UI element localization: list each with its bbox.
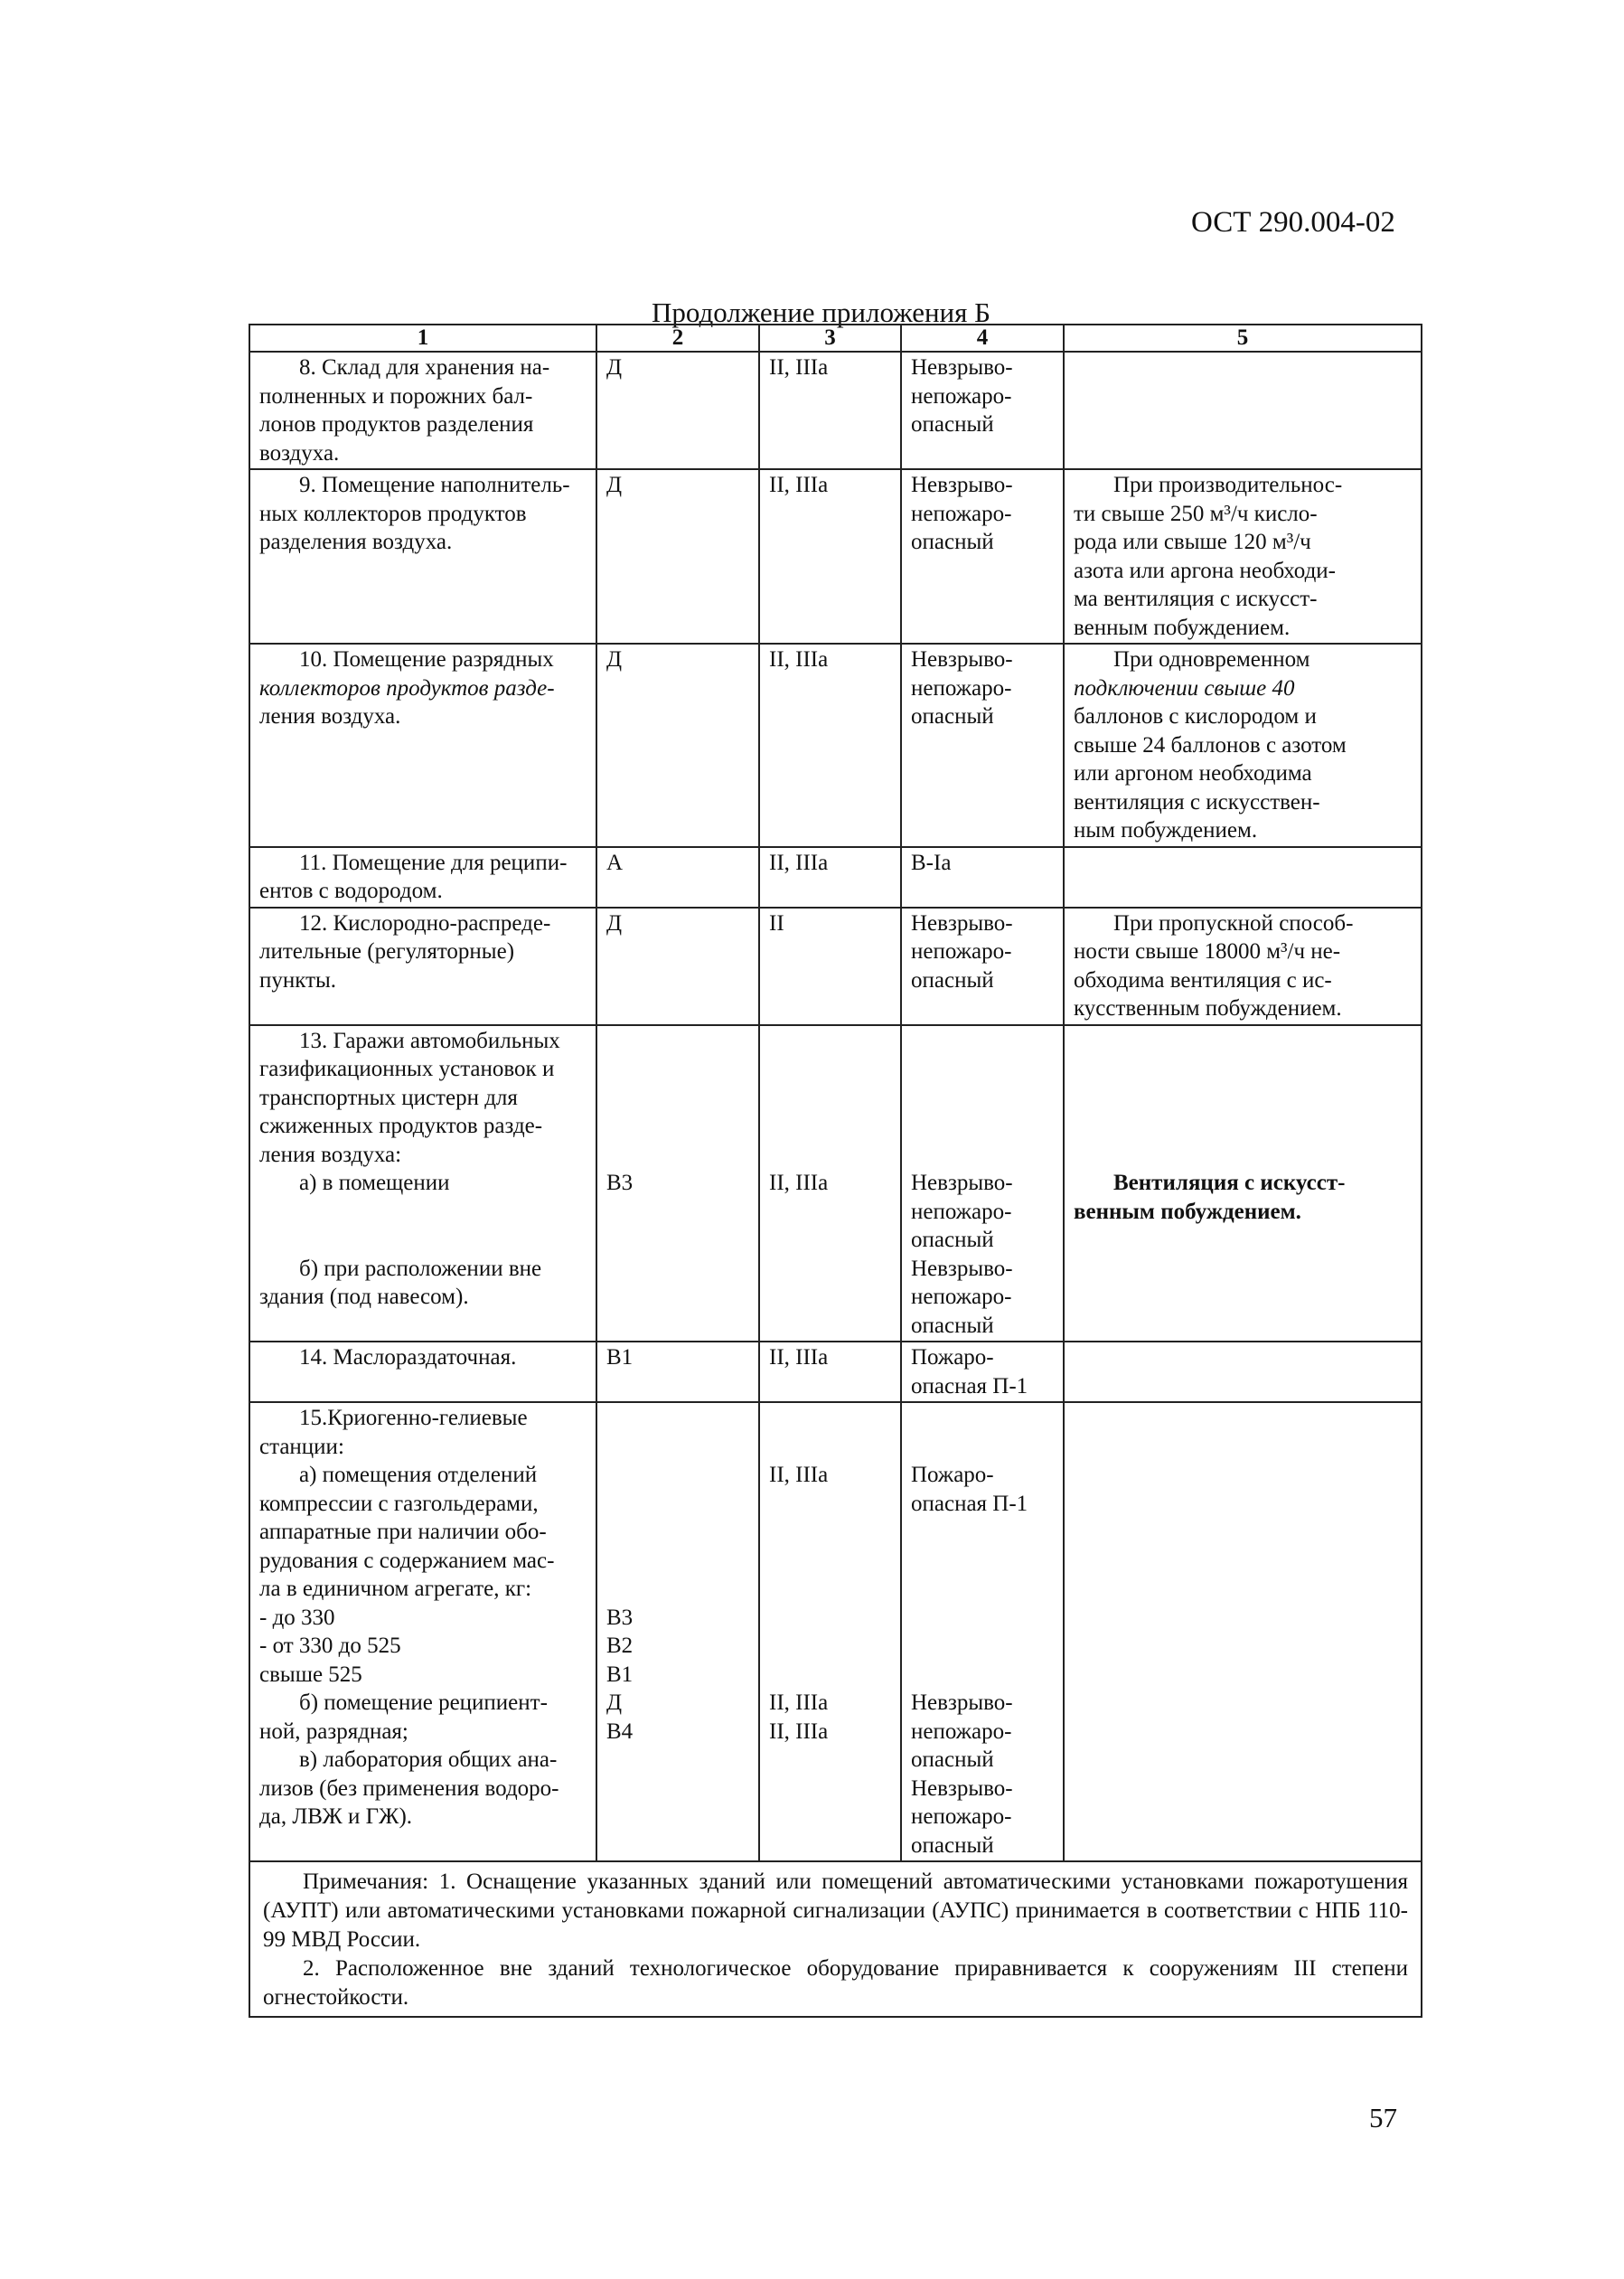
cell-line: непожаро-	[911, 1199, 1012, 1224]
cell-line: Пожаро-	[911, 1345, 994, 1370]
cell-line	[606, 1084, 747, 1113]
table-cell-col3	[759, 644, 901, 847]
cell-line: обходима вентиляция с ис-	[1074, 967, 1332, 993]
cell-line: баллонов с кислородом и	[1074, 704, 1317, 729]
cell-line	[606, 1433, 747, 1462]
cell-line	[606, 1027, 747, 1056]
column-header: 5	[1064, 325, 1422, 352]
table-cell-col2	[596, 352, 759, 469]
cell-line	[606, 1461, 747, 1490]
cell-line: Д	[606, 1690, 623, 1715]
table-cell-col5	[1064, 847, 1422, 908]
cell-line: В4	[606, 1719, 634, 1744]
cell-line: Невзрыво-	[911, 910, 1013, 936]
table-cell-col5	[1064, 1342, 1422, 1402]
table-cell-col5	[1064, 644, 1422, 847]
table-row	[249, 1402, 1422, 1861]
cell-line: В3	[606, 1605, 634, 1630]
cell-line: непожаро-	[911, 383, 1012, 409]
cell-line	[1074, 1055, 1410, 1084]
cell-line: или аргоном необходима	[1074, 761, 1312, 786]
table-cell-col1	[249, 352, 596, 469]
table-cell-col4	[901, 469, 1064, 644]
cell-line	[259, 1198, 585, 1227]
table-cell-col2	[596, 644, 759, 847]
document-code: ОСТ 290.004-02	[1191, 206, 1395, 239]
cell-line: 12. Кислородно-распреде-	[299, 910, 551, 936]
cell-line: газификационных установок и	[259, 1057, 555, 1081]
cell-line	[769, 1661, 889, 1690]
cell-line: здания (под навесом).	[259, 1285, 469, 1309]
table-cell-col4	[901, 1342, 1064, 1402]
cell-line: вентиляция с искусствен-	[1074, 789, 1320, 815]
cell-line: венным побуждением.	[1074, 1199, 1301, 1224]
cell-line: станции:	[259, 1434, 344, 1459]
cell-line	[911, 1084, 1052, 1113]
cell-line	[769, 1547, 889, 1576]
cell-line: непожаро-	[911, 501, 1012, 526]
cell-line: Невзрыво-	[911, 355, 1013, 380]
cell-line: - от 330 до 525	[259, 1634, 401, 1658]
cell-line	[911, 1404, 1052, 1433]
cell-line: аппаратные при наличии обо-	[259, 1520, 547, 1544]
cell-line: непожаро-	[911, 939, 1012, 964]
cell-line: ности свыше 18000 м³/ч не-	[1074, 939, 1341, 964]
table-cell-col3	[759, 469, 901, 644]
cell-line: II, IIIa	[769, 850, 829, 875]
cell-line: ным побуждением.	[1074, 818, 1258, 843]
cell-line: Невзрыво-	[911, 1690, 1013, 1715]
cell-line: Д	[606, 647, 623, 672]
cell-line: Д	[606, 910, 623, 936]
table-cell-col1	[249, 847, 596, 908]
cell-line: II, IIIa	[769, 1719, 829, 1744]
cell-line: б) помещение реципиент-	[299, 1690, 548, 1715]
cell-line: II, IIIa	[769, 473, 829, 497]
table-cell-col4	[901, 1025, 1064, 1342]
cell-line	[606, 1518, 747, 1547]
cell-line: опасный	[911, 1228, 994, 1252]
cell-line	[1074, 1084, 1410, 1113]
table-cell-col4	[901, 847, 1064, 908]
cell-line: ления воздуха.	[259, 704, 401, 729]
cell-line	[1074, 1027, 1410, 1056]
cell-line	[606, 1547, 747, 1576]
cell-line: лительные (регуляторные)	[259, 939, 515, 964]
table-cell-col5	[1064, 1025, 1422, 1342]
cell-line	[911, 1518, 1052, 1547]
cell-line	[606, 1055, 747, 1084]
cell-line: подключении свыше 40	[1074, 675, 1295, 701]
cell-line	[259, 1226, 585, 1255]
cell-line: При пропускной способ-	[1113, 910, 1354, 936]
cell-line: компрессии с газгольдерами,	[259, 1491, 539, 1516]
cell-line	[911, 1433, 1052, 1462]
cell-line: опасный	[911, 704, 994, 729]
cell-line: B-Ia	[911, 850, 952, 875]
table-cell-col1	[249, 1342, 596, 1402]
cell-line: опасный	[911, 967, 994, 993]
cell-line: ти свыше 250 м³/ч кисло-	[1074, 501, 1318, 526]
column-header: 1	[249, 325, 596, 352]
table-row	[249, 644, 1422, 847]
cell-line: Вентиляция с искусст-	[1113, 1171, 1346, 1195]
cell-line	[769, 1575, 889, 1604]
table-row	[249, 908, 1422, 1025]
cell-line: а) помещения отделений	[299, 1463, 538, 1487]
cell-line: II	[769, 910, 784, 936]
cell-line	[769, 1490, 889, 1519]
cell-line	[769, 1027, 889, 1056]
cell-line	[769, 1604, 889, 1633]
cell-line: ления воздуха:	[259, 1142, 402, 1167]
cell-line: Невзрыво-	[911, 1256, 1013, 1281]
cell-line	[911, 1027, 1052, 1056]
cell-line	[911, 1604, 1052, 1633]
cell-line: II, IIIa	[769, 647, 829, 672]
appendix-table	[249, 324, 1422, 2018]
cell-line: непожаро-	[911, 1719, 1012, 1744]
cell-line: коллекторов продуктов разде-	[259, 675, 555, 701]
table-cell-col2	[596, 1402, 759, 1861]
cell-line	[769, 1632, 889, 1661]
cell-line: II, IIIa	[769, 1690, 829, 1715]
cell-line: II, IIIa	[769, 355, 829, 380]
cell-line: свыше 24 баллонов с азотом	[1074, 732, 1347, 758]
column-header: 2	[596, 325, 759, 352]
cell-line: Д	[606, 473, 623, 497]
table-cell-col5	[1064, 1402, 1422, 1861]
cell-line: лонов продуктов разделения	[259, 412, 534, 437]
cell-line	[606, 1490, 747, 1519]
cell-line	[606, 1404, 747, 1433]
cell-line: пункты.	[259, 967, 337, 993]
table-row	[249, 469, 1422, 644]
cell-line: В1	[606, 1345, 634, 1370]
table-cell-col1	[249, 644, 596, 847]
cell-line	[606, 1141, 747, 1170]
table-cell-col3	[759, 908, 901, 1025]
note-1: Примечания: 1. Оснащение указанных зданий или помещений автоматическими установками пожаротушения (АУПТ) или автоматическими установками пожарной сигнализации (АУПС) принимается в соответствии с НПБ 110-99 МВД России.	[263, 1869, 1408, 1952]
table-cell-col3	[759, 1402, 901, 1861]
table-cell-col4	[901, 1402, 1064, 1861]
cell-line: лизов (без применения водоро-	[259, 1775, 559, 1801]
table-cell-col3	[759, 352, 901, 469]
table-cell-col1	[249, 469, 596, 644]
cell-line: II, IIIa	[769, 1171, 829, 1195]
cell-line: Пожаро-	[911, 1463, 994, 1487]
cell-line: транспортных цистерн для	[259, 1085, 518, 1110]
cell-line: опасный	[911, 530, 994, 554]
cell-line: А	[606, 850, 624, 875]
cell-line: 14. Маслораздаточная.	[299, 1345, 517, 1370]
cell-line: опасный	[911, 412, 994, 437]
cell-line	[911, 1632, 1052, 1661]
table-cell-col2	[596, 1342, 759, 1402]
cell-line: В1	[606, 1662, 634, 1687]
table-row	[249, 1025, 1422, 1342]
cell-line	[911, 1661, 1052, 1690]
page-number: 57	[1369, 2102, 1397, 2133]
table-cell-col1	[249, 1402, 596, 1861]
cell-line: разделения воздуха.	[259, 530, 453, 554]
cell-line: свыше 525	[259, 1662, 362, 1687]
cell-line: Невзрыво-	[911, 1775, 1013, 1801]
cell-line: опасная П-1	[911, 1373, 1028, 1398]
table-cell-col4	[901, 644, 1064, 847]
cell-line	[1074, 1141, 1410, 1170]
cell-line: 9. Помещение наполнитель-	[299, 473, 570, 497]
cell-line: непожаро-	[911, 1804, 1012, 1829]
cell-line: непожаро-	[911, 1285, 1012, 1309]
cell-line	[769, 1518, 889, 1547]
table-cell-col1	[249, 908, 596, 1025]
cell-line: а) в помещении	[299, 1171, 450, 1195]
cell-line: ных коллекторов продуктов	[259, 501, 527, 526]
cell-line: рода или свыше 120 м³/ч	[1074, 530, 1311, 554]
table-caption: Продолжение приложения Б	[652, 297, 990, 328]
table-header-row	[249, 325, 1422, 352]
table-cell-col3	[759, 1025, 901, 1342]
cell-line: 13. Гаражи автомобильных	[299, 1028, 560, 1053]
cell-line	[911, 1055, 1052, 1084]
table-cell-col2	[596, 908, 759, 1025]
cell-line	[769, 1141, 889, 1170]
cell-line	[769, 1112, 889, 1141]
cell-line: рудования с содержанием мас-	[259, 1548, 555, 1573]
table-cell-col1	[249, 1025, 596, 1342]
cell-line: опасный	[911, 1313, 994, 1338]
table-row	[249, 847, 1422, 908]
table-cell-col3	[759, 1342, 901, 1402]
notes-row	[249, 1861, 1422, 2017]
cell-line: При одновременном	[1113, 647, 1310, 672]
cell-line: воздуха.	[259, 440, 340, 466]
cell-line: 11. Помещение для реципи-	[299, 850, 568, 875]
cell-line: да, ЛВЖ и ГЖ).	[259, 1804, 413, 1829]
table-cell-col4	[901, 352, 1064, 469]
table-cell-col5	[1064, 352, 1422, 469]
cell-line: 8. Склад для хранения на-	[299, 355, 550, 380]
cell-line: В2	[606, 1634, 634, 1658]
cell-line	[769, 1055, 889, 1084]
cell-line: Невзрыво-	[911, 1171, 1013, 1195]
cell-line: сжиженных продуктов разде-	[259, 1114, 543, 1138]
table-notes	[249, 1861, 1422, 2017]
cell-line	[606, 1112, 747, 1141]
cell-line: II, IIIa	[769, 1345, 829, 1370]
cell-line	[911, 1575, 1052, 1604]
cell-line	[606, 1575, 747, 1604]
cell-line: опасный	[911, 1832, 994, 1858]
cell-line: б) при расположении вне	[299, 1256, 542, 1281]
column-header: 3	[759, 325, 901, 352]
cell-line: опасный	[911, 1747, 994, 1772]
column-header: 4	[901, 325, 1064, 352]
cell-line: полненных и порожних бал-	[259, 383, 533, 409]
cell-line: в) лаборатория общих ана-	[299, 1747, 558, 1772]
cell-line	[769, 1433, 889, 1462]
cell-line: II, IIIa	[769, 1463, 829, 1487]
cell-line: При производительнос-	[1113, 473, 1343, 497]
cell-line: Невзрыво-	[911, 647, 1013, 672]
cell-line	[769, 1084, 889, 1113]
cell-line: азота или аргона необходи-	[1074, 558, 1337, 583]
cell-line	[911, 1141, 1052, 1170]
cell-line: ентов с водородом.	[259, 879, 443, 903]
cell-line	[911, 1112, 1052, 1141]
note-2: 2. Расположенное вне зданий технологическое оборудование приравнивается к сооружениям III степени огнестойкости.	[263, 1956, 1408, 2010]
table-cell-col3	[759, 847, 901, 908]
cell-line: опасная П-1	[911, 1491, 1028, 1516]
table-cell-col4	[901, 908, 1064, 1025]
cell-line: Невзрыво-	[911, 473, 1013, 497]
table-cell-col2	[596, 1025, 759, 1342]
cell-line: непожаро-	[911, 675, 1012, 701]
cell-line: ла в единичном агрегате, кг:	[259, 1577, 532, 1601]
table-cell-col2	[596, 847, 759, 908]
cell-line: Д	[606, 355, 623, 380]
cell-line: ной, разрядная;	[259, 1719, 408, 1744]
cell-line: 10. Помещение разрядных	[299, 647, 554, 672]
table-row	[249, 1342, 1422, 1402]
table-cell-col5	[1064, 908, 1422, 1025]
cell-line: В3	[606, 1171, 634, 1195]
table-cell-col5	[1064, 469, 1422, 644]
cell-line: кусственным побуждением.	[1074, 996, 1342, 1021]
cell-line	[769, 1404, 889, 1433]
cell-line	[1074, 1112, 1410, 1141]
cell-line: 15.Криогенно-гелиевые	[299, 1406, 528, 1430]
cell-line: венным побуждением.	[1074, 615, 1291, 640]
cell-line: - до 330	[259, 1605, 335, 1630]
table-row	[249, 352, 1422, 469]
cell-line	[911, 1547, 1052, 1576]
cell-line: ма вентиляция с искусст-	[1074, 587, 1318, 611]
table-cell-col2	[596, 469, 759, 644]
